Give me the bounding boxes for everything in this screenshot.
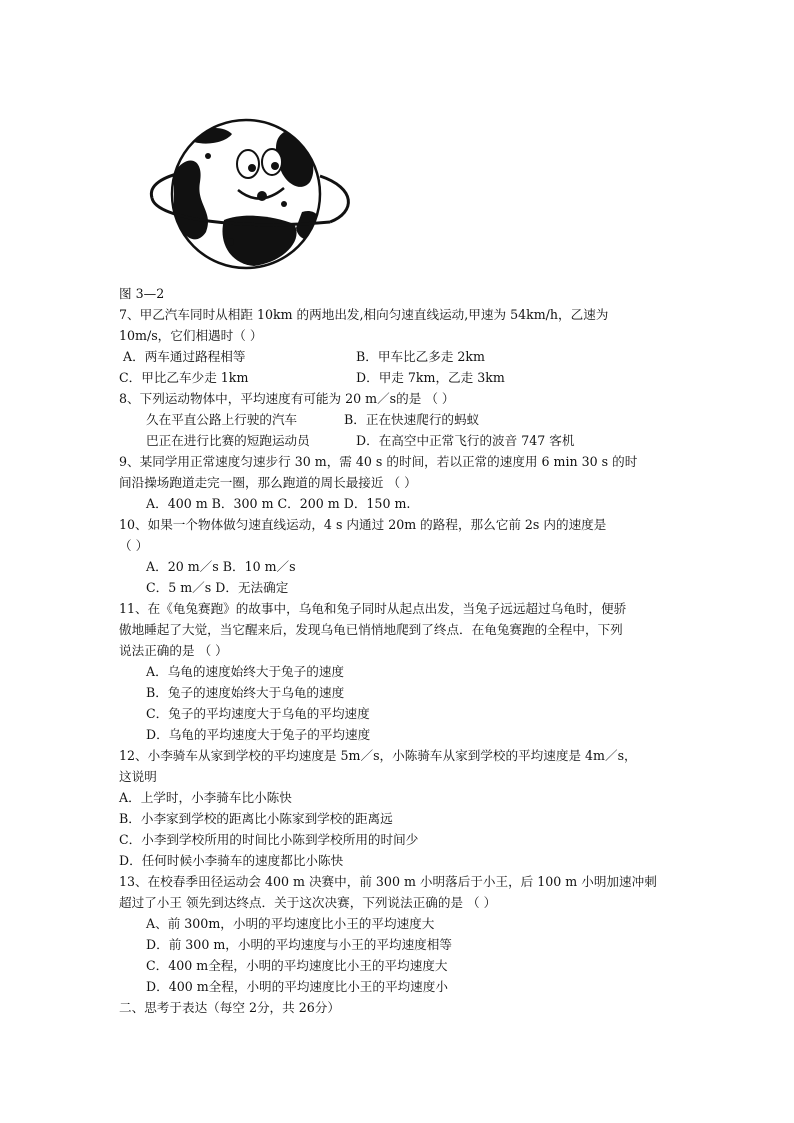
q12-option-a: A．上学时，小李骑车比小陈快 [119,790,292,805]
q8-stem: 8、下列运动物体中，平均速度有可能为 20 m／s的是 （ ） [119,391,455,406]
q7-option-c: C．甲比乙车少走 1km [119,370,249,385]
section2-title: 二、思考于表达（每空 2分，共 26分） [119,1000,340,1015]
q11-option-a: A．乌龟的速度始终大于兔子的速度 [146,664,345,679]
q10-options-line2: C．5 m／s D．无法确定 [146,580,289,595]
q11-stem-line3: 说法正确的是 （ ） [119,643,228,658]
q13-stem-line2: 超过了小王 领先到达终点．关于这次决赛，下列说法正确的是 （ ） [119,895,497,910]
q12-option-b: B．小李家到学校的距离比小陈家到学校的距离远 [119,811,393,826]
q11-option-d: D．乌龟的平均速度大于兔子的平均速度 [146,727,371,742]
q11-option-c: C．兔子的平均速度大于乌龟的平均速度 [146,706,370,721]
q7-stem-line1: 7、甲乙汽车同时从相距 10km 的两地出发,相向匀速直线运动,甲速为 54km/h，乙速为 [119,307,609,322]
q11-stem-line2: 傲地睡起了大觉，当它醒来后，发现乌龟已悄悄地爬到了终点．在龟兔赛跑的全程中，下列 [119,622,623,637]
q7-option-b: B．甲车比乙多走 2km [356,349,485,364]
q8-option-c: 巴正在进行比赛的短跑运动员 [146,433,310,448]
q12-stem-line1: 12、小李骑车从家到学校的平均速度是 5m／s，小陈骑车从家到学校的平均速度是 4m／s， [119,748,637,763]
q8-option-b: B．正在快速爬行的蚂蚁 [344,412,480,427]
q8-option-d: D．在高空中正常飞行的波音 747 客机 [356,433,575,448]
q7-option-d: D．甲走 7km，乙走 3km [356,370,505,385]
q12-option-c: C．小李到学校所用的时间比小陈到学校所用的时间少 [119,832,419,847]
q7-stem-line2: 10m/s，它们相遇时（ ） [119,328,263,343]
q10-stem-line2: （ ） [119,538,149,553]
q10-options-line1: A．20 m／s B．10 m／s [146,559,296,574]
q11-option-b: B．兔子的速度始终大于乌龟的速度 [146,685,345,700]
q13-stem-line1: 13、在校春季田径运动会 400 m 决赛中，前 300 m 小明落后于小王，后 100 m 小明加速冲刺 [119,874,657,889]
q9-stem-line1: 9、某同学用正常速度匀速步行 30 m，需 40 s 的时间，若以正常的速度用 6 min 30 s 的时 [119,454,638,469]
q13-option-d: D．400 m全程，小明的平均速度比小王的平均速度小 [146,979,448,994]
q7-option-a: A．两车通过路程相等 [123,349,246,364]
figure-caption: 图 3—2 [119,286,165,301]
q13-option-c: C．400 m全程，小明的平均速度比小王的平均速度大 [146,958,448,973]
q9-options: A．400 m B．300 m C．200 m D．150 m. [146,496,411,511]
smiling-earth-with-ring-icon [134,112,360,280]
q10-stem-line1: 10、如果一个物体做匀速直线运动，4 s 内通过 20m 的路程，那么它前 2s 内的速度是 [119,517,607,532]
q12-option-d: D．任何时候小李骑车的速度都比小陈快 [119,853,344,868]
q12-stem-line2: 这说明 [119,769,157,784]
q8-option-a: 久在平直公路上行驶的汽车 [146,412,298,427]
q9-stem-line2: 间沿操场跑道走完一圈，那么跑道的周长最接近 （ ） [119,475,417,490]
q11-stem-line1: 11、在《龟兔赛跑》的故事中，乌龟和兔子同时从起点出发，当兔子远远超过乌龟时，便骄 [119,601,627,616]
q13-option-b: D．前 300 m，小明的平均速度与小王的平均速度相等 [146,937,452,952]
q13-option-a: A、前 300m，小明的平均速度比小王的平均速度大 [146,916,435,931]
